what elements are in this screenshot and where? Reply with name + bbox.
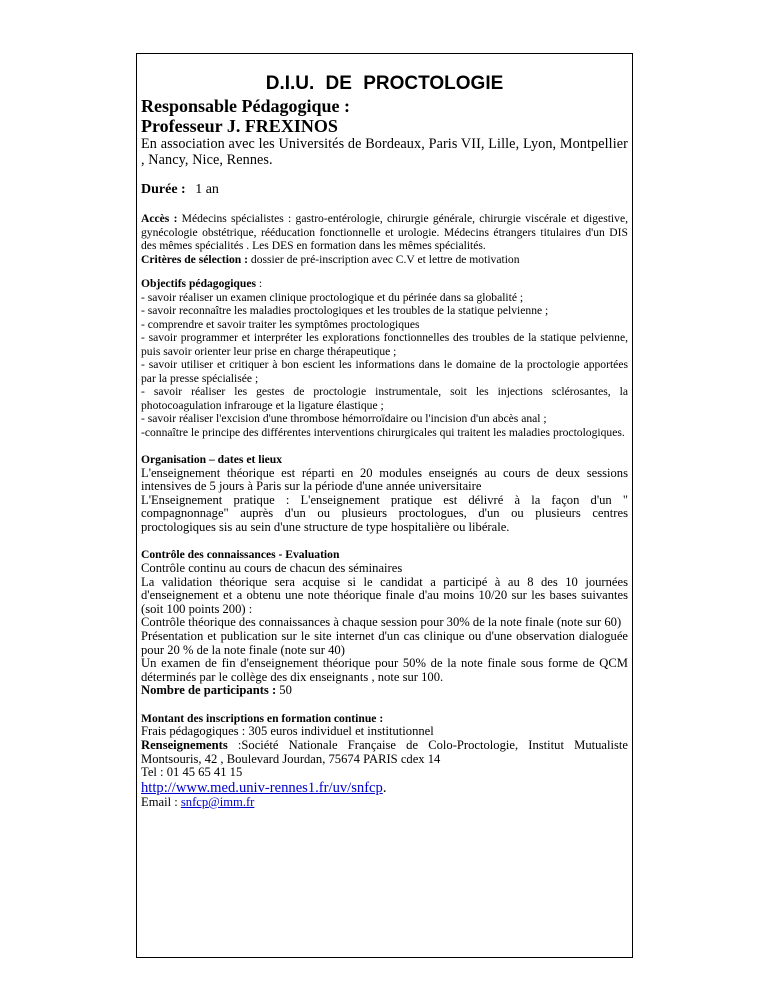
controle-line: Contrôle continu au cours de chacun des séminaires (141, 560, 403, 575)
acces-label: Accès : (141, 212, 178, 225)
list-item: - savoir utiliser et critiquer à bon escient les informations dans le domaine de la proctologie apportées par la presse spécialisée ; (141, 358, 628, 385)
duree-line (141, 182, 628, 198)
website-link[interactable]: http://www.med.univ-rennes1.fr/uv/snfcp (141, 779, 383, 796)
objectifs-heading (141, 277, 628, 291)
duree-label: Durée : (141, 182, 186, 197)
controle-heading: Contrôle des connaissances - Evaluation (141, 548, 340, 562)
objectifs-label: Objectifs pédagogiques (141, 277, 256, 290)
list-item: - savoir réaliser un examen clinique proctologique et du périnée dans sa globalité ; (141, 290, 524, 304)
acces-paragraph (141, 212, 628, 253)
list-item: -connaître le principe des différentes interventions chirurgicales qui traitent les maladies proctologiques. (141, 425, 625, 439)
list-item: - savoir réaliser l'excision d'une thrombose hémorroïdaire ou l'incision d'un abcès anal ; (141, 412, 547, 425)
controle-line: Présentation et publication sur le site internet d'un cas clinique ou d'une observation dialoguée pour 20 % de la note finale (note sur 40) (141, 628, 628, 657)
renseignements-label: Renseignements (141, 738, 228, 752)
montant-heading: Montant des inscriptions en formation continue : (141, 711, 384, 725)
list-item: - savoir réaliser les gestes de proctologie instrumentale, soit les injections sclérosantes, la photocoagulation infrarouge et la ligature élastique ; (141, 385, 628, 412)
criteres-paragraph (141, 253, 628, 267)
controle-line: Contrôle théorique des connaissances à chaque session pour 30% de la note finale (note sur 60) (141, 615, 622, 630)
responsable-heading: Responsable Pédagogique : (141, 96, 351, 116)
telephone: Tel : 01 45 65 41 15 (141, 765, 243, 780)
professeur-heading: Professeur J. FREXINOS (141, 116, 338, 136)
website-line (141, 780, 628, 796)
controle-line: La validation théorique sera acquise si le candidat a participé à au 8 des 10 journées d'enseignement et a obtenu une note théorique finale d'au moins 10/20 sur les bases suivantes (soit 100 points 200) : (141, 574, 628, 616)
email-line (141, 796, 628, 810)
document-content (141, 72, 628, 809)
duree-value: 1 an (195, 182, 219, 197)
criteres-text: dossier de pré-inscription avec C.V et lettre de motivation (248, 252, 520, 266)
association-text: En association avec les Universités de Bordeaux, Paris VII, Lille, Lyon, Montpellier , Nancy, Nice, Rennes. (141, 136, 628, 168)
objectifs-list (141, 291, 628, 440)
website-suffix: . (382, 779, 387, 796)
email-label: Email : (141, 794, 181, 809)
organisation-theorique: L'enseignement théorique est réparti en 20 modules enseignés au cours de deux sessions intensives de 5 jours à Paris sur la période d'une année universitaire (141, 465, 628, 494)
participants-value: 50 (276, 683, 292, 698)
montant-text: Frais pédagogiques : 305 euros individuel et institutionnel (141, 724, 434, 739)
participants-line (141, 684, 628, 698)
list-item: - savoir reconnaître les maladies proctologiques et les troubles de la statique pelvienne ; (141, 304, 549, 317)
list-item: - savoir programmer et interpréter les explorations fonctionnelles des troubles de la statique pelvienne, puis savoir orienter leur prise en charge thérapeutique ; (141, 331, 628, 358)
participants-label: Nombre de participants : (141, 683, 277, 698)
email-link[interactable]: snfcp@imm.fr (180, 794, 255, 809)
controle-line: Un examen de fin d'enseignement théorique pour 50% de la note finale sous forme de QCM déterminés par le collège des dix enseignants , note sur 100. (141, 656, 628, 684)
acces-text: Médecins spécialistes : gastro-entérologie, chirurgie générale, chirurgie viscérale et digestive, gynécologie obstétrique, rééducation fonctionnelle et urologie. Médecins étrangers titulaires d'un DIS des mêmes spécialités . Les DES en formation dans les mêmes spécialités. (141, 212, 628, 252)
page-title: D.I.U. DE PROCTOLOGIE (265, 73, 504, 94)
renseignements-text: :Société Nationale Française de Colo-Proctologie, Institut Mutualiste Montsouris, 42 , Boulevard Jourdan, 75674 PARIS cdex 14 (141, 738, 628, 766)
organisation-pratique: L'Enseignement pratique : L'enseignement pratique est délivré à la façon d'un " compagnonnage" auprès d'un ou plusieurs proctologues, d'un ou plusieurs centres proctologiques sis au sein d'une structure de type hospitalière ou libérale. (141, 492, 628, 534)
criteres-label: Critères de sélection : (141, 252, 248, 266)
list-item: - comprendre et savoir traiter les symptômes proctologiques (141, 317, 420, 331)
objectifs-suffix: : (255, 277, 263, 290)
organisation-heading: Organisation – dates et lieux (141, 453, 283, 466)
renseignements-paragraph (141, 739, 628, 766)
